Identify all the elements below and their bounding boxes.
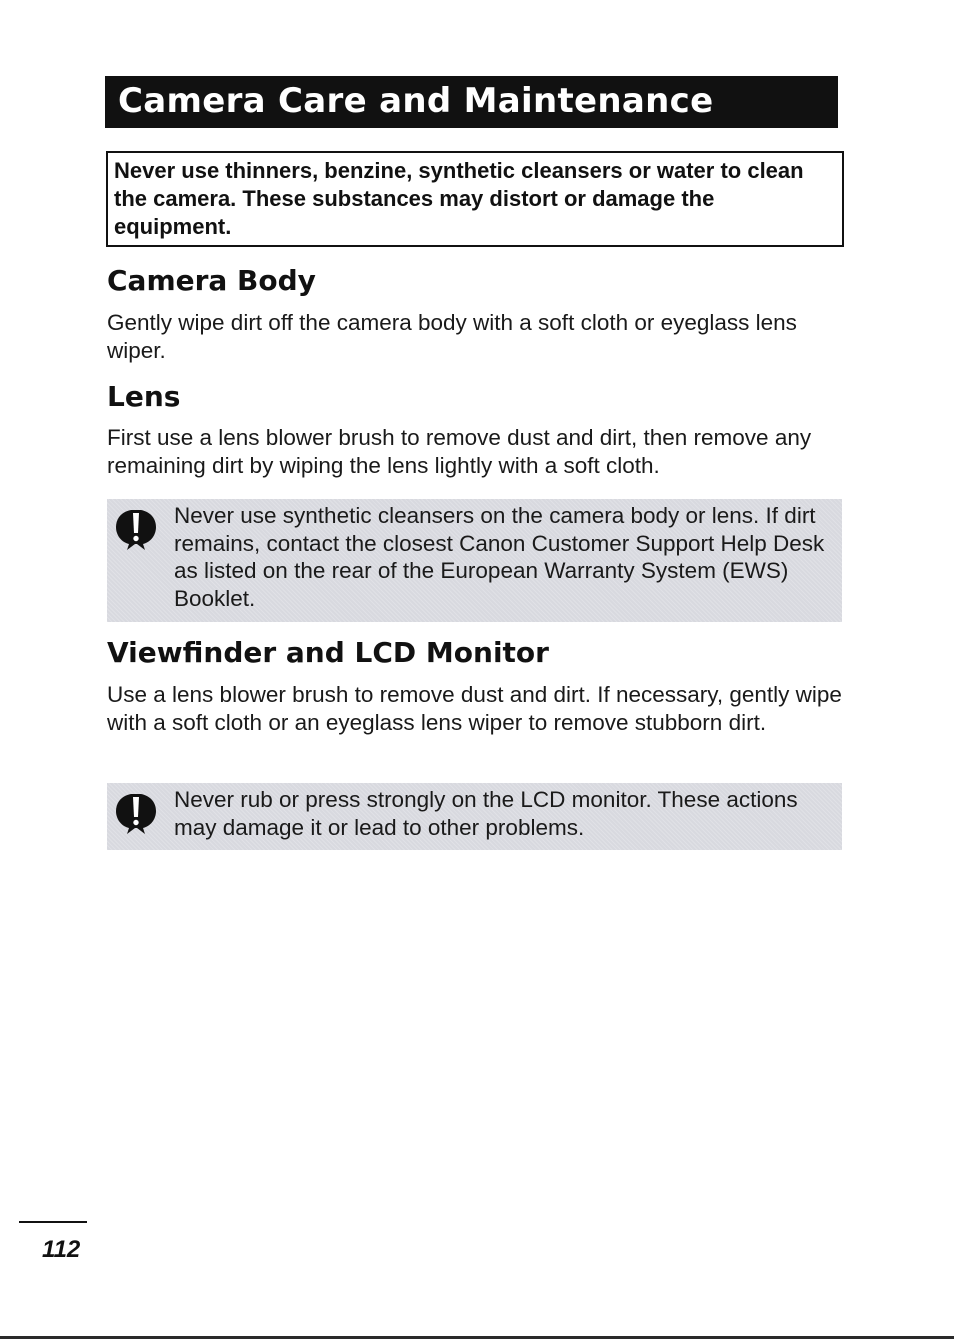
lcd-caution-box: [107, 783, 842, 850]
viewfinder-heading: Viewfinder and LCD Monitor: [107, 636, 549, 669]
camera-body-text: Gently wipe dirt off the camera body with a soft cloth or eyeglass lens wiper.: [107, 310, 797, 363]
page-title: Camera Care and Maintenance: [118, 81, 714, 121]
camera-body-heading: Camera Body: [107, 264, 316, 297]
caution-icon: [114, 506, 158, 550]
page-edge-line: [0, 1336, 954, 1339]
page-title-bar: [105, 76, 838, 128]
warning-box: Never use thinners, benzine, synthetic cleansers or water to clean the camera. These substances may distort or damage the equipment.: [106, 151, 844, 247]
viewfinder-text: Use a lens blower brush to remove dust and dirt. If necessary, gently wipe with a soft cloth or an eyeglass lens wiper to remove stubborn dirt.: [107, 682, 842, 735]
page-number-rule: [19, 1221, 87, 1223]
lens-caution-box: [107, 499, 842, 622]
lens-heading: Lens: [107, 380, 181, 413]
lens-text: First use a lens blower brush to remove dust and dirt, then remove any remaining dirt by wiping the lens lightly with a soft cloth.: [107, 425, 812, 478]
page-number: 112: [42, 1236, 81, 1263]
lens-caution-text: Never use synthetic cleansers on the camera body or lens. If dirt remains, contact the closest Canon Customer Support Help Desk as listed on the rear of the European Warranty System (EWS) Booklet.: [174, 503, 825, 611]
caution-icon: [114, 790, 158, 834]
lcd-caution-text: Never rub or press strongly on the LCD monitor. These actions may damage it or lead to other problems.: [174, 787, 798, 840]
